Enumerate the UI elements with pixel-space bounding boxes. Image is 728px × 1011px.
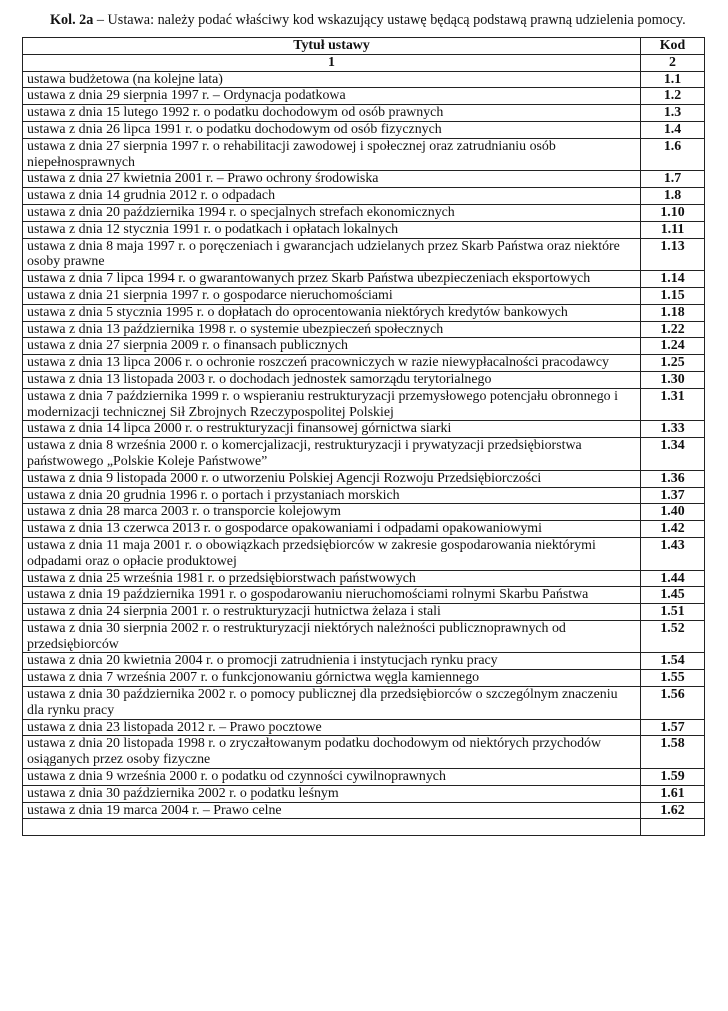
act-title: ustawa z dnia 8 maja 1997 r. o poręczeniach i gwarancjach udzielanych przez Skarb Państwa oraz niektóre osoby prawne <box>23 238 641 271</box>
intro-paragraph <box>22 12 706 29</box>
act-code: 1.18 <box>641 304 705 321</box>
act-code: 1.3 <box>641 105 705 122</box>
table-row <box>23 171 705 188</box>
act-code: 1.56 <box>641 687 705 720</box>
header-title: Tytuł ustawy <box>23 38 641 55</box>
act-code: 1.2 <box>641 88 705 105</box>
act-title: ustawa z dnia 19 marca 2004 r. – Prawo celne <box>23 802 641 819</box>
table-row <box>23 570 705 587</box>
act-title: ustawa z dnia 20 grudnia 1996 r. o portach i przystaniach morskich <box>23 487 641 504</box>
act-title: ustawa z dnia 27 sierpnia 2009 r. o finansach publicznych <box>23 338 641 355</box>
table-header-row <box>23 38 705 55</box>
act-title: ustawa z dnia 27 kwietnia 2001 r. – Prawo ochrony środowiska <box>23 171 641 188</box>
table-row <box>23 188 705 205</box>
act-code: 1.22 <box>641 321 705 338</box>
act-title: ustawa z dnia 28 marca 2003 r. o transporcie kolejowym <box>23 504 641 521</box>
table-body <box>23 71 705 836</box>
table-row <box>23 138 705 171</box>
table-row <box>23 537 705 570</box>
act-code: 1.54 <box>641 653 705 670</box>
act-title: ustawa z dnia 24 sierpnia 2001 r. o restrukturyzacji hutnictwa żelaza i stali <box>23 604 641 621</box>
act-title: ustawa z dnia 15 lutego 1992 r. o podatku dochodowym od osób prawnych <box>23 105 641 122</box>
act-code: 1.37 <box>641 487 705 504</box>
act-title: ustawa z dnia 19 października 1991 r. o gospodarowaniu nieruchomościami rolnymi Skarbu Państwa <box>23 587 641 604</box>
act-code: 1.36 <box>641 470 705 487</box>
act-code: 1.57 <box>641 719 705 736</box>
act-title: ustawa z dnia 23 listopada 2012 r. – Prawo pocztowe <box>23 719 641 736</box>
act-code: 1.24 <box>641 338 705 355</box>
table-row <box>23 620 705 653</box>
act-code: 1.14 <box>641 271 705 288</box>
table-row <box>23 371 705 388</box>
act-title: ustawa z dnia 7 lipca 1994 r. o gwarantowanych przez Skarb Państwa ubezpieczeniach eksportowych <box>23 271 641 288</box>
act-title: ustawa z dnia 13 czerwca 2013 r. o gospodarce opakowaniami i odpadami opakowaniowymi <box>23 521 641 538</box>
act-code: 1.6 <box>641 138 705 171</box>
table-row <box>23 504 705 521</box>
table-row <box>23 487 705 504</box>
act-title: ustawa z dnia 7 października 1999 r. o wspieraniu restrukturyzacji przemysłowego potencjału obronnego i modernizacji technicznej Sił Zbrojnych Rzeczypospolitej Polskiej <box>23 388 641 421</box>
act-title: ustawa z dnia 25 września 1981 r. o przedsiębiorstwach państwowych <box>23 570 641 587</box>
act-title: ustawa z dnia 9 września 2000 r. o podatku od czynności cywilnoprawnych <box>23 769 641 786</box>
table-row <box>23 587 705 604</box>
table-row <box>23 802 705 819</box>
intro-text: – Ustawa: należy podać właściwy kod wskazujący ustawę będącą podstawą prawną udzielenia pomocy. <box>93 12 686 28</box>
table-row <box>23 204 705 221</box>
table-row <box>23 271 705 288</box>
column-number-1: 1 <box>23 54 641 71</box>
table-row <box>23 438 705 471</box>
act-code: 1.62 <box>641 802 705 819</box>
act-title: ustawa z dnia 30 października 2002 r. o podatku leśnym <box>23 785 641 802</box>
act-code: 1.31 <box>641 388 705 421</box>
act-code: 1.58 <box>641 736 705 769</box>
act-title: ustawa z dnia 8 września 2000 r. o komercjalizacji, restrukturyzacji i prywatyzacji przedsiębiorstwa państwowego „Polskie Koleje Państwowe” <box>23 438 641 471</box>
act-title: ustawa z dnia 12 stycznia 1991 r. o podatkach i opłatach lokalnych <box>23 221 641 238</box>
act-title: ustawa budżetowa (na kolejne lata) <box>23 71 641 88</box>
table-row <box>23 105 705 122</box>
column-number-2: 2 <box>641 54 705 71</box>
table-row <box>23 304 705 321</box>
act-code: 1.1 <box>641 71 705 88</box>
table-row <box>23 604 705 621</box>
table-row <box>23 653 705 670</box>
act-title: ustawa z dnia 13 października 1998 r. o systemie ubezpieczeń społecznych <box>23 321 641 338</box>
act-code: 1.8 <box>641 188 705 205</box>
table-row <box>23 388 705 421</box>
act-code: 1.13 <box>641 238 705 271</box>
act-title: ustawa z dnia 20 listopada 1998 r. o zryczałtowanym podatku dochodowym od niektórych przychodów osiąganych przez osoby fizyczne <box>23 736 641 769</box>
act-title: ustawa z dnia 7 września 2007 r. o funkcjonowaniu górnictwa węgla kamiennego <box>23 670 641 687</box>
act-code: 1.15 <box>641 287 705 304</box>
act-code: 1.59 <box>641 769 705 786</box>
column-number-row <box>23 54 705 71</box>
empty-row <box>23 819 705 836</box>
table-row <box>23 71 705 88</box>
act-code: 1.43 <box>641 537 705 570</box>
act-code: 1.61 <box>641 785 705 802</box>
act-code: 1.45 <box>641 587 705 604</box>
act-code: 1.52 <box>641 620 705 653</box>
act-code: 1.51 <box>641 604 705 621</box>
table-row <box>23 687 705 720</box>
act-title: ustawa z dnia 14 lipca 2000 r. o restrukturyzacji finansowej górnictwa siarki <box>23 421 641 438</box>
acts-table <box>22 37 705 836</box>
table-row <box>23 736 705 769</box>
table-row <box>23 321 705 338</box>
intro-label: Kol. 2a <box>50 12 94 28</box>
act-code: 1.25 <box>641 355 705 372</box>
act-title: ustawa z dnia 11 maja 2001 r. o obowiązkach przedsiębiorców w zakresie gospodarowania niektórymi odpadami oraz o opłacie produktowej <box>23 537 641 570</box>
act-code: 1.34 <box>641 438 705 471</box>
act-code: 1.7 <box>641 171 705 188</box>
act-code: 1.11 <box>641 221 705 238</box>
table-row <box>23 785 705 802</box>
table-row <box>23 470 705 487</box>
table-row <box>23 88 705 105</box>
empty-cell <box>23 819 641 836</box>
act-title: ustawa z dnia 20 października 1994 r. o specjalnych strefach ekonomicznych <box>23 204 641 221</box>
table-row <box>23 355 705 372</box>
table-row <box>23 521 705 538</box>
table-row <box>23 719 705 736</box>
act-title: ustawa z dnia 30 sierpnia 2002 r. o restrukturyzacji niektórych należności publicznoprawnych od przedsiębiorców <box>23 620 641 653</box>
act-title: ustawa z dnia 13 lipca 2006 r. o ochronie roszczeń pracowniczych w razie niewypłacalności pracodawcy <box>23 355 641 372</box>
act-code: 1.55 <box>641 670 705 687</box>
table-row <box>23 338 705 355</box>
act-title: ustawa z dnia 21 sierpnia 1997 r. o gospodarce nieruchomościami <box>23 287 641 304</box>
act-code: 1.44 <box>641 570 705 587</box>
table-row <box>23 221 705 238</box>
act-title: ustawa z dnia 20 kwietnia 2004 r. o promocji zatrudnienia i instytucjach rynku pracy <box>23 653 641 670</box>
empty-cell <box>641 819 705 836</box>
act-title: ustawa z dnia 26 lipca 1991 r. o podatku dochodowym od osób fizycznych <box>23 121 641 138</box>
act-code: 1.4 <box>641 121 705 138</box>
act-title: ustawa z dnia 13 listopada 2003 r. o dochodach jednostek samorządu terytorialnego <box>23 371 641 388</box>
act-code: 1.33 <box>641 421 705 438</box>
act-title: ustawa z dnia 27 sierpnia 1997 r. o rehabilitacji zawodowej i społecznej oraz zatrudnianiu osób niepełnosprawnych <box>23 138 641 171</box>
table-row <box>23 769 705 786</box>
act-code: 1.10 <box>641 204 705 221</box>
table-row <box>23 121 705 138</box>
act-title: ustawa z dnia 30 października 2002 r. o pomocy publicznej dla przedsiębiorców o szczególnym znaczeniu dla rynku pracy <box>23 687 641 720</box>
act-title: ustawa z dnia 29 sierpnia 1997 r. – Ordynacja podatkowa <box>23 88 641 105</box>
table-row <box>23 421 705 438</box>
act-title: ustawa z dnia 9 listopada 2000 r. o utworzeniu Polskiej Agencji Rozwoju Przedsiębiorczości <box>23 470 641 487</box>
table-row <box>23 287 705 304</box>
act-title: ustawa z dnia 5 stycznia 1995 r. o dopłatach do oprocentowania niektórych kredytów bankowych <box>23 304 641 321</box>
act-code: 1.42 <box>641 521 705 538</box>
table-row <box>23 238 705 271</box>
act-code: 1.40 <box>641 504 705 521</box>
act-title: ustawa z dnia 14 grudnia 2012 r. o odpadach <box>23 188 641 205</box>
act-code: 1.30 <box>641 371 705 388</box>
header-code: Kod <box>641 38 705 55</box>
table-row <box>23 670 705 687</box>
